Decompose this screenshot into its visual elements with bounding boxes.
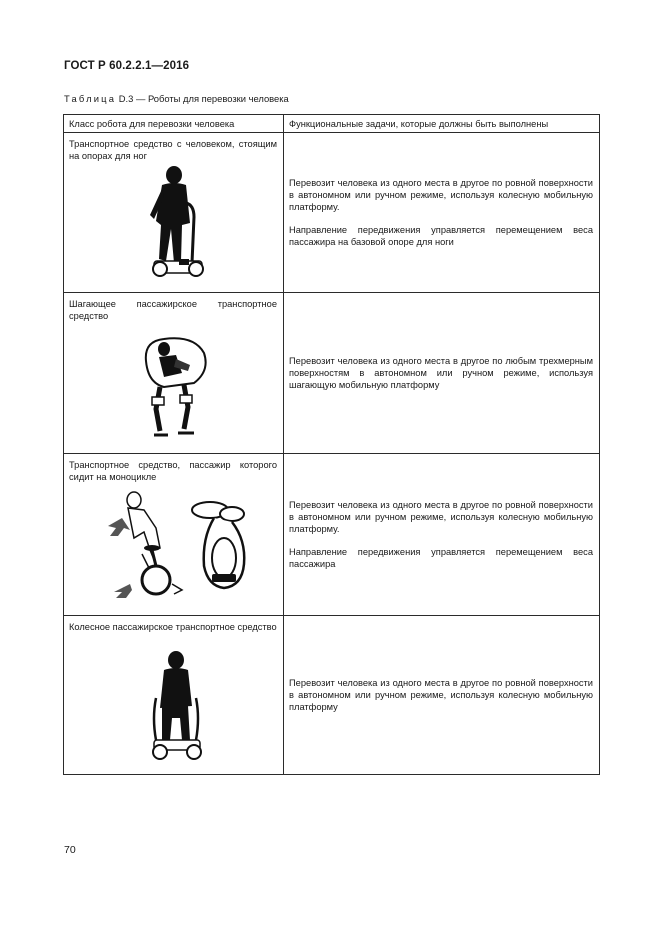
functional-tasks-cell	[284, 454, 600, 616]
unicycle-transporter-illustration	[64, 488, 284, 608]
robot-class-name: Шагающее пассажирское транспортное средство	[69, 299, 277, 321]
table-row	[64, 454, 600, 616]
page-number: 70	[64, 844, 76, 856]
task-paragraph: Направление передвижения управляется перемещением веса пассажира на базовой опоре для ноги	[289, 225, 593, 247]
robot-class-name: Транспортное средство с человеком, стоящим на опорах для ног	[69, 139, 277, 161]
standing-transporter-illustration	[64, 163, 284, 283]
functional-tasks-cell	[284, 133, 600, 293]
robot-class-cell	[64, 616, 284, 775]
table-caption	[64, 93, 289, 104]
robot-class-cell	[64, 454, 284, 616]
standard-designation: ГОСТ Р 60.2.2.1—2016	[64, 60, 190, 72]
task-paragraph: Перевозит человека из одного места в другое по любым трехмерным поверхностям в автономном или ручном режиме, используя шагающую мобильную платформу	[289, 356, 593, 390]
wheeled-transporter-illustration	[64, 648, 284, 768]
table-header-row	[64, 115, 600, 133]
task-paragraph: Перевозит человека из одного места в другое по ровной поверхности в автономном или ручном режиме, используя колесную мобильную платформу.	[289, 500, 593, 534]
functional-tasks-cell	[284, 616, 600, 775]
task-paragraph: Перевозит человека из одного места в другое по ровной поверхности в автономном или ручном режиме, используя колесную мобильную платформу	[289, 678, 593, 712]
table-row	[64, 616, 600, 775]
header-robot-class: Класс робота для перевозки человека	[64, 115, 284, 133]
table-row	[64, 293, 600, 454]
header-functional-tasks: Функциональные задачи, которые должны быть выполнены	[284, 115, 600, 133]
passenger-robots-table	[63, 114, 600, 775]
table-caption-prefix: Таблица	[64, 93, 117, 104]
robot-class-name: Колесное пассажирское транспортное средство	[69, 622, 277, 632]
table-row	[64, 133, 600, 293]
robot-class-name: Транспортное средство, пассажир которого сидит на моноцикле	[69, 460, 277, 482]
robot-class-cell	[64, 133, 284, 293]
task-paragraph: Направление передвижения управляется перемещением веса пассажира	[289, 547, 593, 569]
task-paragraph: Перевозит человека из одного места в другое по ровной поверхности в автономном или ручном режиме, используя колесную мобильную платформу.	[289, 178, 593, 212]
robot-class-cell	[64, 293, 284, 454]
functional-tasks-cell	[284, 293, 600, 454]
walking-transporter-illustration	[64, 331, 284, 446]
table-caption-title: D.3 — Роботы для перевозки человека	[116, 93, 289, 104]
